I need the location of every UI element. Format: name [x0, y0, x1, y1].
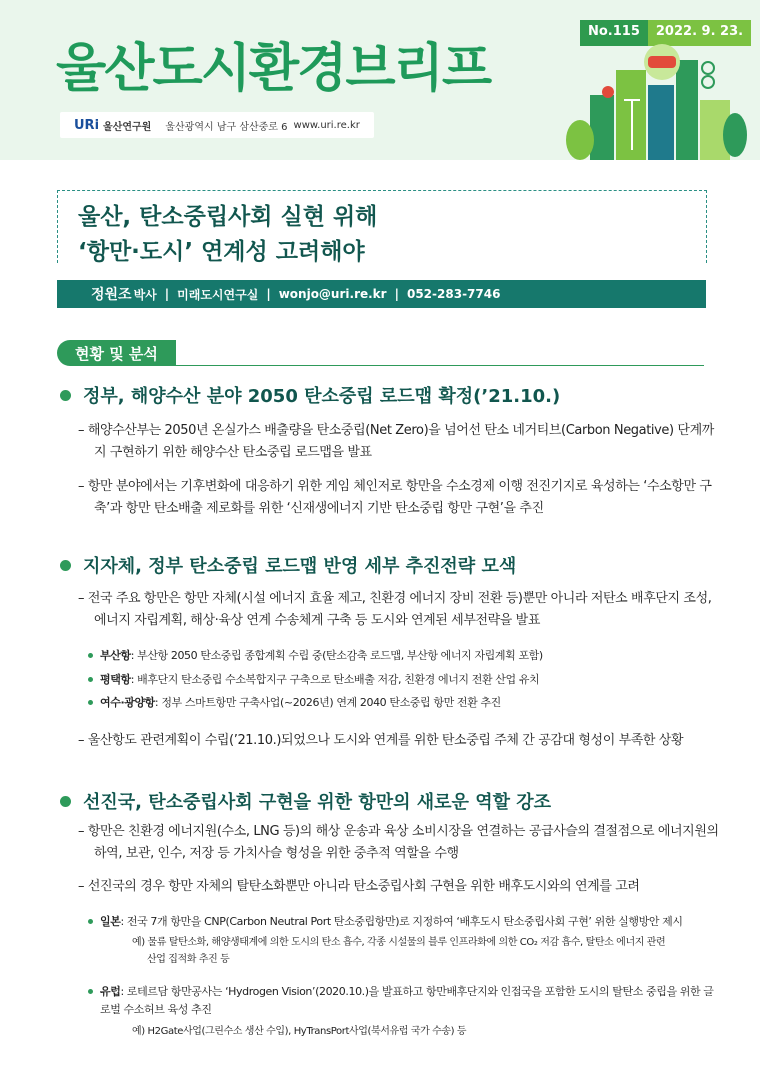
sub-bullet-dot-icon — [88, 653, 93, 658]
sub-bullet — [88, 694, 720, 712]
author-email[interactable]: wonjo@uri.re.kr — [278, 287, 387, 301]
heading-2 — [60, 552, 516, 578]
sub-bullet-text: : 배후단지 탄소중립 수소복합지구 구축으로 탄소배출 저감, 친환경 에너지 전환 산업 유치 — [130, 673, 540, 686]
author-department: 미래도시연구실 — [177, 287, 259, 302]
sub-bullet-text: : 부산항 2050 탄소중립 종합계획 수립 중(탄소감축 로드맵, 부산항 에너지 자립계획 포함) — [130, 649, 543, 662]
author-bar — [57, 280, 706, 308]
author-phone: 052-283-7746 — [406, 287, 501, 301]
sub-bullet — [88, 647, 720, 665]
author-degree: 박사 — [133, 287, 157, 302]
bullet-dot-icon — [60, 796, 71, 807]
paragraph: – 항만은 친환경 에너지원(수소, LNG 등)의 해상 운송과 육상 소비시장을 연결하는 공급사슬의 결절점으로 에너지원의 하역, 보관, 인수, 저장 등 가치사슬 형성을 위한 중추적 역할을 수행 — [78, 824, 719, 861]
article-title-line1: 울산, 탄소중립사회 실현 위해 — [78, 204, 378, 230]
section-tab: 현황 및 분석 — [57, 340, 176, 366]
uri-logo: URi — [74, 117, 100, 133]
author-name: 정원조 — [91, 287, 132, 303]
issue-number: No.115 — [580, 20, 648, 46]
institute-name: 울산연구원 — [103, 121, 152, 133]
sub-bullet — [88, 671, 720, 689]
paragraph: – 전국 주요 항만은 항만 자체(시설 에너지 효율 제고, 친환경 에너지 장비 전환 등)뿐만 아니라 저탄소 배후단지 조성, 에너지 자립계획, 해상·육상 연계 수송체계 구축 등 도시와 연계된 세부전략을 발표 — [78, 591, 712, 628]
heading-text: 선진국, 탄소중립사회 구현을 위한 항만의 새로운 역할 강조 — [83, 792, 552, 813]
article-title — [78, 200, 377, 270]
green-city-illustration-icon — [540, 40, 760, 160]
sub-bullet — [88, 913, 720, 931]
separator: | — [164, 287, 170, 301]
separator: | — [266, 287, 271, 301]
sub-bullet-text: : 전국 7개 항만을 CNP(Carbon Neutral Port 탄소중립항만)로 지정하여 ‘배후도시 탄소중립사회 구현’ 위한 실행방안 제시 — [120, 915, 683, 928]
paragraph: – 선진국의 경우 항만 자체의 탈탄소화뿐만 아니라 탄소중립사회 구현을 위한 배후도시와의 연계를 고려 — [78, 879, 640, 894]
example-note: 예) H2Gate사업(그린수소 생산 수입), HyTransPort사업(북서유럽 국가 수송) 등 — [132, 1026, 467, 1037]
sub-bullet — [88, 983, 720, 1019]
sub-bullet-text: : 로테르담 항만공사는 ‘Hydrogen Vision’(2020.10.)을 발표하고 항만배후단지와 인접국을 포함한 도시의 탈탄소 중립을 위한 글로벌 수소허브 육성 추진 — [100, 985, 714, 1016]
sub-bullet-dot-icon — [88, 700, 93, 705]
bullet-dot-icon — [60, 390, 71, 401]
article-title-line2: ‘항만·도시’ 연계성 고려해야 — [78, 239, 365, 265]
issue-date: 2022. 9. 23. — [648, 20, 751, 46]
paragraph: – 울산항도 관련계획이 수립(’21.10.)되었으나 도시와 연계를 위한 탄소중립 주체 간 공감대 형성이 부족한 상황 — [78, 733, 684, 748]
heading-text: 정부, 해양수산 분야 2050 탄소중립 로드맵 확정(’21.10.) — [83, 386, 561, 407]
sub-bullet-label: 여수·광양항 — [100, 696, 155, 709]
sub-bullet-label: 평택항 — [100, 673, 131, 686]
paragraph: – 해양수산부는 2050년 온실가스 배출량을 탄소중립(Net Zero)을 넘어선 탄소 네거티브(Carbon Negative) 단계까지 구현하기 위한 해양수산 탄소중립 로드맵을 발표 — [78, 423, 714, 460]
example-note-cont: 산업 집적화 추진 등 — [147, 954, 230, 965]
example-note: 예) 물류 탈탄소화, 해양생태계에 의한 도시의 탄소 흡수, 각종 시설물의 블루 인프라화에 의한 CO₂ 저감 흡수, 탈탄소 에너지 관련 — [132, 937, 666, 948]
sub-bullet-text: : 정부 스마트항만 구축사업(~2026년) 연계 2040 탄소중립 항만 전환 추진 — [154, 696, 501, 709]
separator: | — [394, 287, 399, 301]
sub-bullet-dot-icon — [88, 919, 93, 924]
sub-bullet-dot-icon — [88, 989, 93, 994]
paragraph: – 항만 분야에서는 기후변화에 대응하기 위한 게임 체인저로 항만을 수소경제 이행 전진기지로 육성하는 ‘수소항만 구축’과 항만 탄소배출 제로화를 위한 ‘신재생에너지 기반 탄소중립 항만 구현’을 추진 — [78, 479, 712, 516]
institute-website[interactable]: www.uri.re.kr — [293, 119, 360, 131]
sub-bullet-label: 유럽 — [100, 985, 121, 998]
institute-address: 울산광역시 남구 삼산중로 6 — [165, 121, 288, 133]
brief-title: 울산도시환경브리프 — [56, 39, 491, 99]
heading-1 — [60, 382, 560, 408]
bullet-dot-icon — [60, 560, 71, 571]
heading-text: 지자체, 정부 탄소중립 로드맵 반영 세부 추진전략 모색 — [83, 556, 517, 577]
sub-bullet-label: 일본 — [100, 915, 121, 928]
institute-info-bar — [60, 112, 374, 138]
section-divider — [176, 365, 704, 366]
heading-3 — [60, 788, 551, 814]
sub-bullet-label: 부산항 — [100, 649, 131, 662]
sub-bullet-dot-icon — [88, 677, 93, 682]
